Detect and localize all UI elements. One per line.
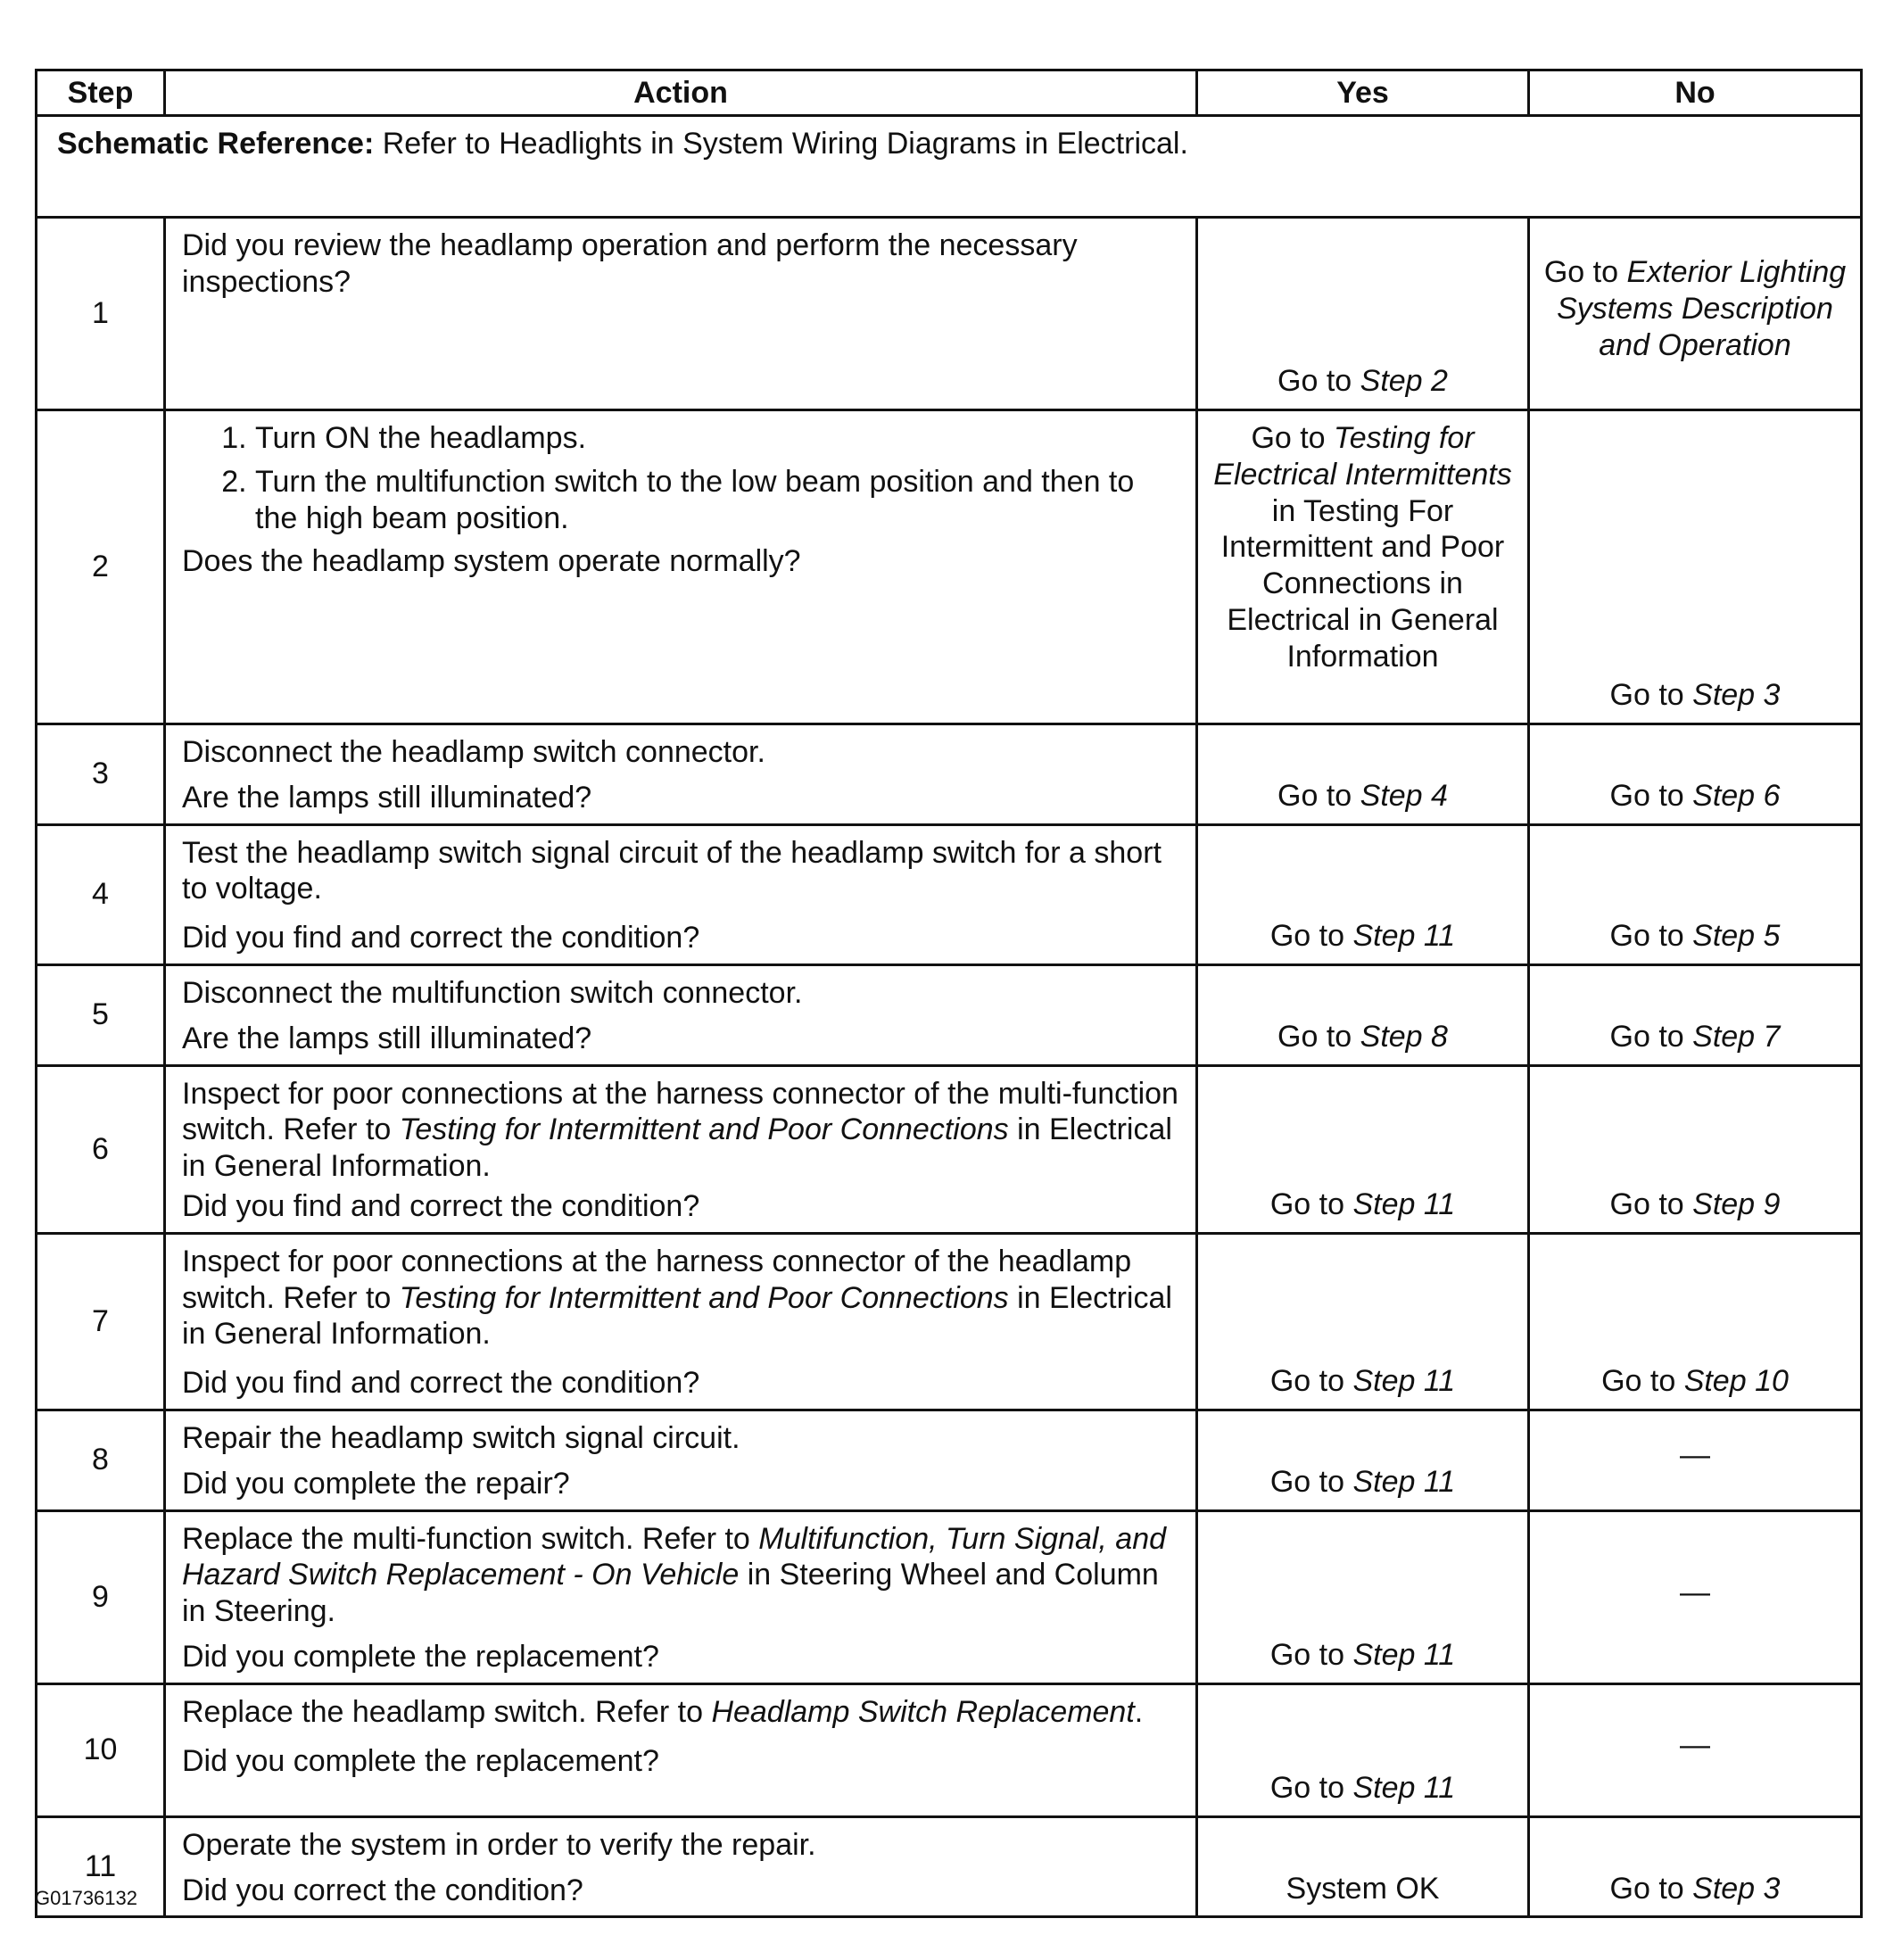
table-row (37, 724, 1862, 825)
step-number: 11 (37, 1816, 165, 1917)
action-text-pre: Inspect for poor connections at the harness connector of the headlamp switch. Refer to (182, 1244, 1132, 1315)
step-link[interactable]: Step 9 (1692, 1187, 1781, 1221)
header-yes: Yes (1197, 70, 1529, 116)
go-to-label: Go to (1269, 1464, 1353, 1499)
step-number: 2 (37, 410, 165, 724)
action-text-post: in Steering Wheel and Column in Steering. (182, 1558, 1159, 1629)
action-cell (165, 1410, 1197, 1510)
yes-cell (1197, 218, 1529, 410)
yes-reference-text: in Testing For Intermittent and Poor Connections in Electrical in General Information (1220, 493, 1505, 674)
table-row (37, 1065, 1862, 1233)
header-step: Step (37, 70, 165, 116)
step-number: 9 (37, 1510, 165, 1683)
action-text (182, 1521, 1179, 1630)
step-link[interactable]: Step 6 (1692, 778, 1781, 813)
header-row (37, 70, 1862, 116)
no-cell (1529, 964, 1862, 1065)
step-number: 8 (37, 1410, 165, 1510)
no-cell (1529, 410, 1862, 724)
go-to-label: Go to (1609, 678, 1693, 713)
schematic-reference-row (37, 116, 1862, 218)
action-question: Does the headlamp system operate normally? (182, 544, 801, 579)
step-link[interactable]: Step 10 (1683, 1364, 1789, 1399)
reference-link[interactable]: Testing for Intermittent and Poor Connections (399, 1112, 1009, 1147)
action-text: Disconnect the headlamp switch connector. (182, 735, 765, 769)
list-item: 1. Turn ON the headlamps. (255, 420, 1179, 457)
step-link[interactable]: Step 11 (1352, 919, 1456, 954)
go-to-label: Go to (1269, 1364, 1353, 1399)
action-cell (165, 824, 1197, 964)
action-text: Test the headlamp switch signal circuit of the headlamp switch for a short to voltage. (182, 835, 1162, 906)
table-row (37, 1816, 1862, 1917)
step-link[interactable]: Step 7 (1692, 1019, 1781, 1054)
yes-cell (1197, 724, 1529, 825)
action-cell (165, 218, 1197, 410)
action-text (182, 1076, 1179, 1185)
table-row (37, 1683, 1862, 1816)
table-row (37, 410, 1862, 724)
action-question: Did you complete the replacement? (182, 1743, 659, 1778)
no-value-dash: — (1680, 1575, 1710, 1609)
schematic-reference-text: Refer to Headlights in System Wiring Diagrams in Electrical. (374, 127, 1188, 161)
step-number: 5 (37, 964, 165, 1065)
action-question: Did you correct the condition? (182, 1873, 583, 1907)
go-to-label: Go to (1277, 778, 1360, 813)
action-text-pre: Inspect for poor connections at the harness connector of the multi-function switch. Refer to (182, 1076, 1178, 1147)
yes-cell (1197, 824, 1529, 964)
go-to-label: Go to (1609, 1871, 1693, 1906)
no-cell (1529, 1410, 1862, 1510)
no-value-dash: — (1680, 1728, 1710, 1763)
header-action: Action (165, 70, 1197, 116)
action-text: Operate the system in order to verify the repair. (182, 1827, 816, 1862)
action-cell (165, 964, 1197, 1065)
go-to-label: Go to (1609, 778, 1693, 813)
action-question: Did you find and correct the condition? (182, 1366, 700, 1401)
go-to-label: Go to (1277, 364, 1360, 399)
action-cell (165, 1065, 1197, 1233)
reference-link[interactable]: Testing for Intermittent and Poor Connections (399, 1280, 1009, 1315)
go-to-label: Go to (1609, 1187, 1693, 1221)
no-cell (1529, 1233, 1862, 1410)
no-value-dash: — (1680, 1438, 1710, 1473)
reference-link[interactable]: Headlamp Switch Replacement (711, 1694, 1135, 1729)
action-cell (165, 1510, 1197, 1683)
go-to-label: Go to (1543, 255, 1627, 290)
yes-cell (1197, 410, 1529, 724)
go-to-label: Go to (1277, 1019, 1360, 1054)
action-text-post: in Electrical in General Information. (182, 1280, 1172, 1352)
action-text: Did you review the headlamp operation and perform the necessary inspections? (182, 228, 1078, 299)
step-link[interactable]: Step 3 (1692, 1871, 1781, 1906)
step-link[interactable]: Step 8 (1360, 1019, 1448, 1054)
go-to-label: Go to (1269, 1637, 1353, 1672)
yes-cell (1197, 1065, 1529, 1233)
step-link[interactable]: Step 4 (1360, 778, 1448, 813)
no-cell (1529, 724, 1862, 825)
go-to-label: Go to (1609, 919, 1693, 954)
action-question: Are the lamps still illuminated? (182, 1021, 592, 1055)
figure-id: G01736132 (35, 1887, 137, 1909)
yes-cell (1197, 964, 1529, 1065)
action-text-pre: Replace the multi-function switch. Refer to (182, 1521, 759, 1556)
yes-cell (1197, 1683, 1529, 1816)
no-cell (1529, 1065, 1862, 1233)
action-question: Did you find and correct the condition? (182, 1188, 700, 1223)
table-row (37, 1233, 1862, 1410)
no-cell (1529, 218, 1862, 410)
action-text: Repair the headlamp switch signal circuit. (182, 1420, 740, 1455)
go-to-label: Go to (1609, 1019, 1693, 1054)
step-link[interactable]: Step 3 (1692, 678, 1781, 713)
step-link[interactable]: Step 2 (1360, 364, 1448, 399)
action-text-post: . (1134, 1694, 1144, 1729)
go-to-label: Go to (1269, 1187, 1353, 1221)
action-cell (165, 1816, 1197, 1917)
table-row (37, 964, 1862, 1065)
reference-link[interactable]: Multifunction, Turn Signal, and Hazard Switch Replacement - On Vehicle (182, 1521, 1167, 1592)
no-cell (1529, 1816, 1862, 1917)
go-to-label: Go to (1269, 1770, 1353, 1805)
schematic-reference-label: Schematic Reference: (57, 127, 375, 161)
go-to-label: Go to (1269, 919, 1353, 954)
action-question: Are the lamps still illuminated? (182, 780, 592, 815)
yes-cell (1197, 1510, 1529, 1683)
step-link[interactable]: Step 11 (1352, 1187, 1456, 1221)
step-link[interactable]: Step 11 (1352, 1637, 1456, 1672)
step-link[interactable]: Step 11 (1352, 1770, 1456, 1805)
step-number: 6 (37, 1065, 165, 1233)
yes-cell (1197, 1816, 1529, 1917)
yes-cell (1197, 1233, 1529, 1410)
action-question: Did you complete the replacement? (182, 1639, 659, 1674)
action-cell (165, 1233, 1197, 1410)
action-text-post: in Electrical in General Information. (182, 1112, 1172, 1184)
table-row (37, 824, 1862, 964)
table-row (37, 1510, 1862, 1683)
action-question: Did you find and correct the condition? (182, 921, 700, 955)
diagnostic-table (35, 69, 1863, 1918)
table-row (37, 218, 1862, 410)
step-number: 7 (37, 1233, 165, 1410)
step-link[interactable]: Step 11 (1352, 1464, 1456, 1499)
step-number: 1 (37, 218, 165, 410)
reference-link[interactable]: Testing for Electrical Intermittents (1213, 421, 1512, 492)
action-text (182, 1244, 1179, 1352)
table-row (37, 1410, 1862, 1510)
yes-cell (1197, 1410, 1529, 1510)
go-to-label: Go to (1251, 421, 1335, 455)
step-link[interactable]: Step 5 (1692, 919, 1781, 954)
schematic-reference (37, 116, 1862, 218)
action-text (182, 1694, 1179, 1731)
action-cell (165, 1683, 1197, 1816)
step-number: 10 (37, 1683, 165, 1816)
action-cell (165, 724, 1197, 825)
list-item: 2. Turn the multifunction switch to the low beam position and then to the high beam position. (255, 464, 1179, 537)
go-to-label: Go to (1601, 1364, 1684, 1399)
action-text-pre: Replace the headlamp switch. Refer to (182, 1694, 712, 1729)
step-number: 3 (37, 724, 165, 825)
no-cell (1529, 1683, 1862, 1816)
action-text: Disconnect the multifunction switch connector. (182, 975, 803, 1010)
no-cell (1529, 824, 1862, 964)
no-cell (1529, 1510, 1862, 1683)
action-question: Did you complete the repair? (182, 1466, 570, 1501)
header-no: No (1529, 70, 1862, 116)
system-ok-text: System OK (1286, 1871, 1440, 1906)
step-number: 4 (37, 824, 165, 964)
step-link[interactable]: Step 11 (1352, 1364, 1456, 1399)
reference-link[interactable]: Exterior Lighting Systems Description and Operation (1557, 255, 1847, 362)
action-steps-list (182, 420, 1179, 536)
action-cell (165, 410, 1197, 724)
